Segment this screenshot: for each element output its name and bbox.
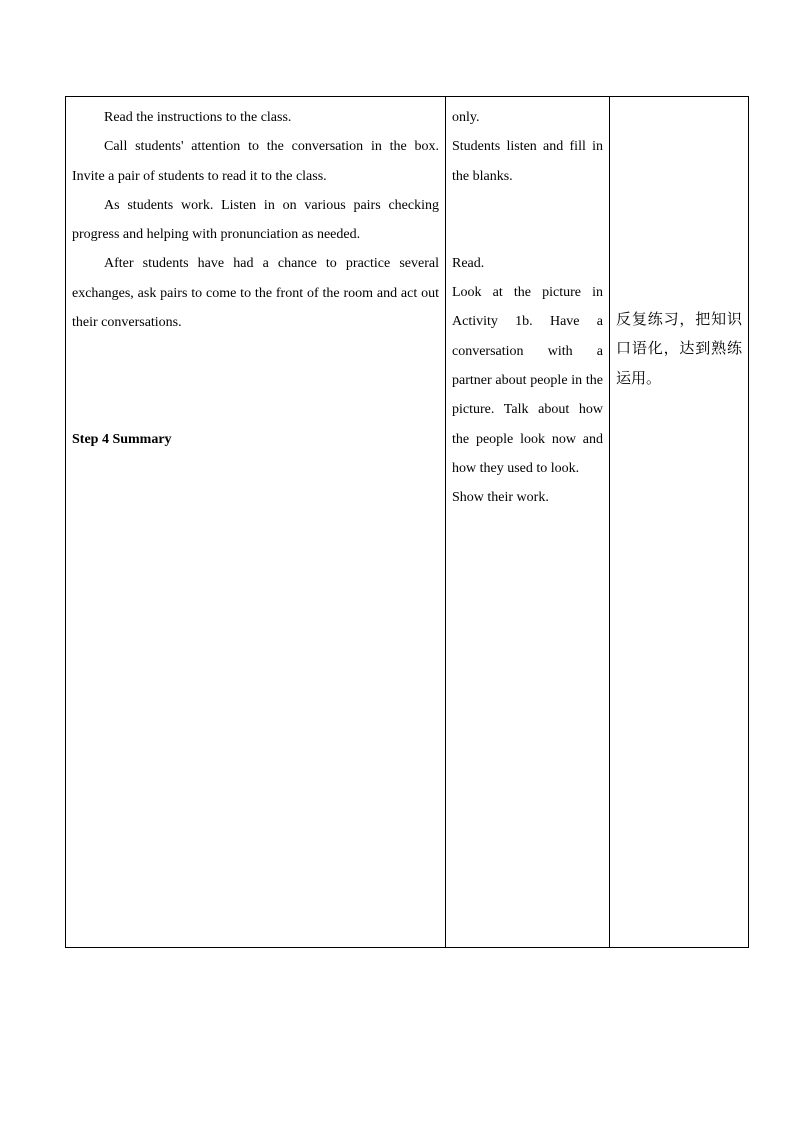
table-row <box>66 97 749 948</box>
student-activities-cell <box>446 97 610 948</box>
design-purpose-text: 反复练习，把知识口语化，达到熟练运用。 <box>616 310 742 387</box>
lesson-plan-table <box>65 96 749 948</box>
design-purpose-cell <box>610 97 749 948</box>
student-line-2: Students listen and fill in the blanks. <box>452 139 603 184</box>
teacher-paragraph-4: After students have had a chance to practice several exchanges, ask pairs to come to the front of the room and act out their conversations. <box>72 256 439 331</box>
student-line-1: only. <box>452 110 480 125</box>
spacer <box>72 337 439 425</box>
student-line-4: Look at the picture in Activity 1b. Have a conversation with a partner about people in the picture. Talk about how the people look now and how they used to look. <box>452 285 603 476</box>
student-line-3: Read. <box>452 255 485 271</box>
design-purpose-wrap <box>616 103 742 393</box>
student-line-5: Show their work. <box>452 490 549 506</box>
teacher-paragraph-1: Read the instructions to the class. <box>104 110 292 125</box>
teacher-paragraph-2: Call students' attention to the conversation in the box. Invite a pair of students to read it to the class. <box>72 139 439 184</box>
step-4-title: Step 4 Summary <box>72 432 172 448</box>
spacer <box>452 191 603 249</box>
teacher-paragraph-3: As students work. Listen in on various pairs checking progress and helping with pronunciation as needed. <box>72 197 439 243</box>
teacher-activities-cell <box>66 97 446 948</box>
